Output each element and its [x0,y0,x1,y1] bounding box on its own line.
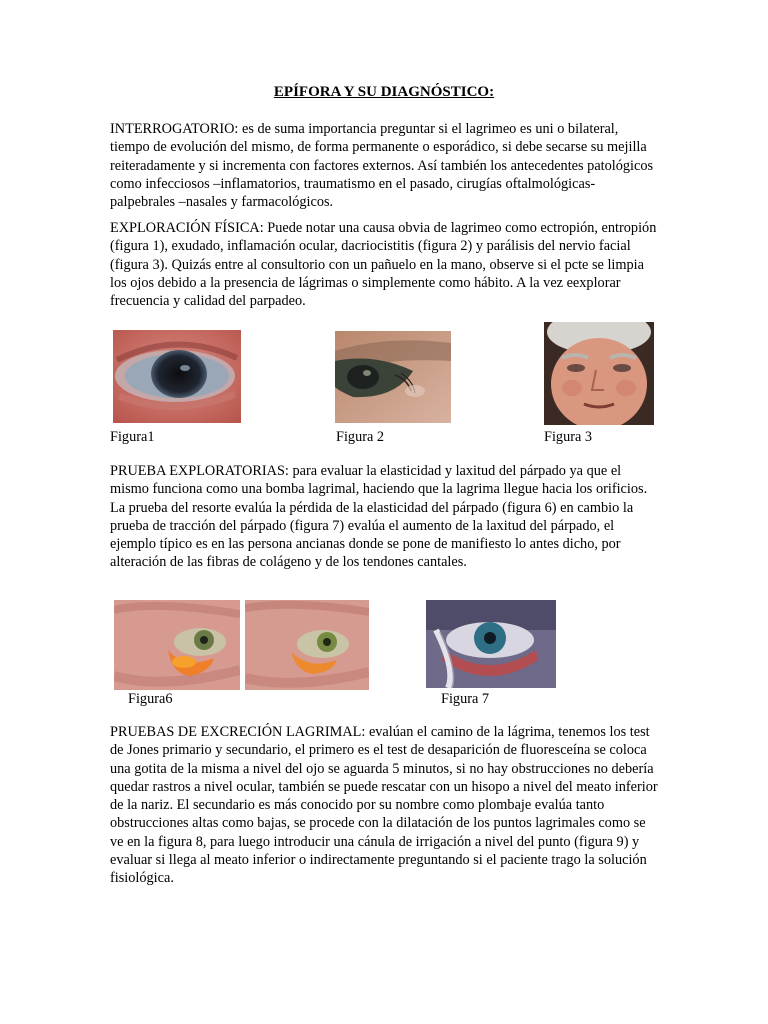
figure-6-photo-right [245,600,369,690]
page-title: EPÍFORA Y SU DIAGNÓSTICO: [273,84,495,100]
figure-6-caption: Figura6 [128,691,173,707]
figure-2-photo [335,331,451,423]
paragraph-exploracion-fisica: EXPLORACIÓN FÍSICA: Puede notar una causa obvia de lagrimeo como ectropión, entropión (figura 1), exudado, inflamación ocular, dacriocistitis (figura 2) y parálisis del nervio facial (figura 3). Quizás entre al consultorio con un pañuelo en la mano, observe si el pcte se limpia los ojos debido a la presencia de lágrimas o simplemente como hábito. A la vez eexplorar frecuencia y calidad del parpadeo. [110,220,657,310]
paragraph-interrogatorio: INTERROGATORIO: es de suma importancia preguntar si el lagrimeo es uni o bilateral, tiempo de evolución del mismo, de forma permanente o esporádico, si debe secarse su mejilla reiteradamente y si incrementa con factores externos. Así también los antecedentes patológicos como infecciosos –inflamatorios, traumatismo en el pasado, cirugías oftalmológicas-palpebrales –nasales y farmacológicos. [110,121,654,211]
figure-3-caption: Figura 3 [544,429,593,445]
figure-3-photo [544,322,654,425]
figure-7-caption: Figura 7 [441,691,490,707]
figure-1-photo [113,330,241,423]
paragraph-excrecion-lagrimal: PRUEBAS DE EXCRECIÓN LAGRIMAL: evalúan el camino de la lágrima, tenemos los test de Jones primario y secundario, el primero es el test de desaparición de fluoresceína se coloca una gotita de la misma a nivel del ojo se aguarda 5 minutos, si no hay obstrucciones no debería quedar rastros a nivel ocular, también se puede rescatar con un hisopo a nivel del meato inferior de la nariz. El secundario es más conocido por su nombre como plombaje evalúa tanto obstrucciones altas como bajas, se procede con la dilatación de los puntos lagrimales como se ve en la figura 8, para luego introducir una cánula de irrigación a nivel del punto (figura 9) y evaluar si llega al meato inferior o indirectamente preguntando si el paciente trago la solución fisiológica. [110,724,658,887]
figure-1-caption: Figura1 [110,429,155,445]
figure-2-caption: Figura 2 [336,429,385,445]
figure-7-photo [426,600,556,688]
figure-6-photo-left [114,600,240,690]
paragraph-prueba-exploratorias: PRUEBA EXPLORATORIAS: para evaluar la elasticidad y laxitud del párpado ya que el mismo funciona como una bomba lagrimal, haciendo que la lagrima llegue hacia los orificios. La prueba del resorte evalúa la pérdida de la elasticidad del párpado (figura 6) en cambio la prueba de tracción del párpado (figura 7) evalúa el aumento de la laxitud del párpado, el ejemplo típico es en las persona ancianas donde se pone de manifiesto lo antes dicho, por alteración de las fibras de colágeno y de los tendones cantales. [110,463,648,571]
